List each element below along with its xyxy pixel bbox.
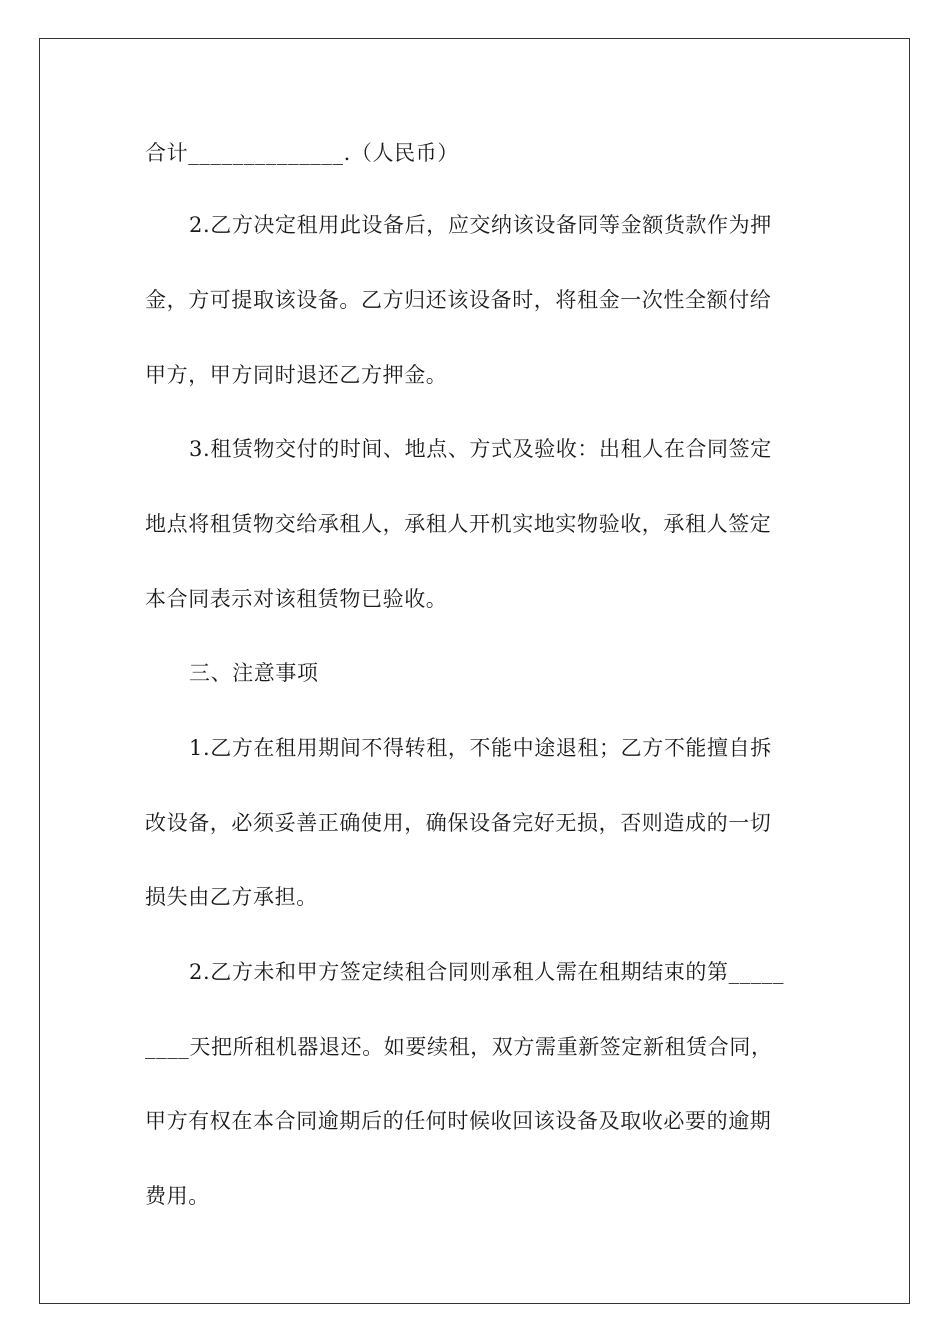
clause-2-line-3: 甲方，甲方同时退还乙方押金。 — [145, 363, 448, 387]
note-2-line-3: 甲方有权在本合同逾期后的任何时候收回该设备及取收必要的逾期 — [145, 1109, 772, 1133]
clause-3-line-1: 3.租赁物交付的时间、地点、方式及验收：出租人在合同签定 — [189, 437, 772, 461]
section-heading-notes: 三、注意事项 — [189, 661, 319, 685]
clause-3-line-3: 本合同表示对该租赁物已验收。 — [145, 587, 448, 611]
note-2-line-4: 费用。 — [145, 1184, 210, 1208]
note-1-line-1: 1.乙方在租用期间不得转租，不能中途退租；乙方不能擅自拆 — [189, 736, 772, 760]
clause-2-line-2: 金，方可提取该设备。乙方归还该设备时，将租金一次性全额付给 — [145, 288, 772, 312]
note-2-line-2: ____天把所租机器退还。如要续租，双方需重新签定新租赁合同， — [145, 1035, 773, 1059]
total-amount-line: 合计______________.（人民币） — [145, 141, 459, 165]
note-1-line-2: 改设备，必须妥善正确使用，确保设备完好无损，否则造成的一切 — [145, 811, 772, 835]
clause-3-line-2: 地点将租赁物交给承租人，承租人开机实地实物验收，承租人签定 — [145, 512, 772, 536]
note-1-line-3: 损失由乙方承担。 — [145, 885, 318, 909]
clause-2-line-1: 2.乙方决定租用此设备后，应交纳该设备同等金额货款作为押 — [189, 213, 772, 237]
note-2-line-1: 2.乙方未和甲方签定续租合同则承租人需在租期结束的第_____ — [189, 960, 785, 984]
